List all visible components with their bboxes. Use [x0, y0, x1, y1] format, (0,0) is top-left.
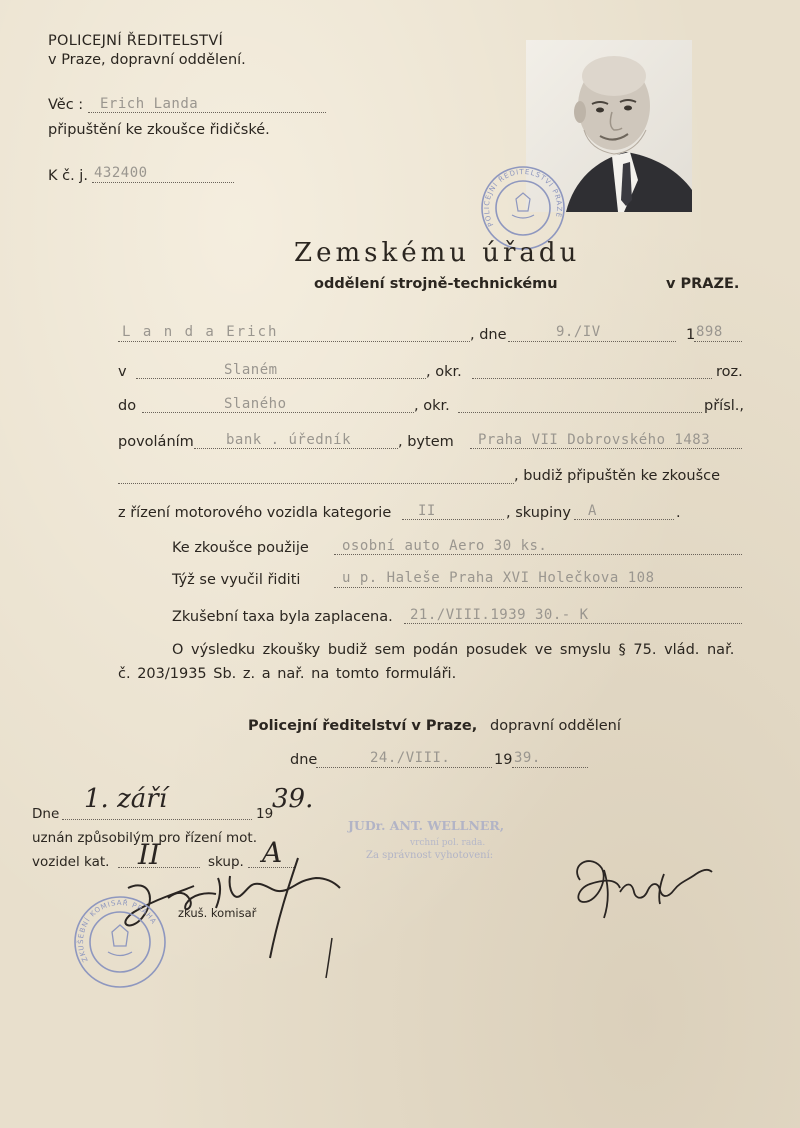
kategorie-value: II: [418, 503, 436, 519]
residence-line: [470, 448, 742, 449]
addressee-city: v PRAZE.: [666, 276, 740, 292]
addressee-subtitle: oddělení strojně-technickému: [314, 276, 558, 292]
office-dept: v Praze, dopravní oddělení.: [48, 52, 246, 68]
do-label: do: [118, 398, 137, 414]
skupiny-value: A: [588, 503, 597, 519]
trained-value: u p. Haleše Praha XVI Holečkova 108: [342, 570, 655, 586]
wellner-stamp-line2: vrchní pol. rada.: [410, 838, 486, 848]
prisl-label: přísl.,: [704, 398, 744, 414]
footer-year-value: 39.: [514, 750, 541, 766]
footer-office: Policejní ředitelství v Praze,: [248, 718, 478, 734]
vec-value: Erich Landa: [100, 96, 199, 112]
footer-dne-label: dne: [290, 752, 318, 768]
trained-line: [334, 587, 742, 588]
birthplace-value: Slaném: [224, 362, 278, 378]
skup-handwritten: A: [262, 836, 283, 869]
skupiny-label: , skupiny: [506, 505, 571, 521]
footer-office-dept: dopravní oddělení: [490, 718, 621, 734]
okr2-label: , okr.: [414, 398, 450, 414]
bytem-label: , bytem: [398, 434, 454, 450]
birth-date-value: 9./IV: [556, 324, 601, 340]
domicile-line: [142, 412, 414, 413]
exam-date-line: [62, 819, 252, 820]
vehicle-line: [334, 554, 742, 555]
name-line: [118, 341, 470, 342]
examiner-stamp: [70, 892, 170, 992]
exam-date-handwritten: 1. září: [84, 784, 168, 814]
kat-handwritten: II: [138, 838, 161, 871]
birth-year-line: [694, 341, 742, 342]
stamp-text: POLICEJNÍ ŘEDITELSTVÍ PRAZE: [482, 167, 564, 228]
addressee-title: Zemskému úřadu: [294, 238, 581, 268]
footer-year-line: [512, 767, 588, 768]
vehicle-value: osobní auto Aero 30 ks.: [342, 538, 548, 554]
okr-line: [472, 378, 712, 379]
footer-date-value: 24./VIII.: [370, 750, 451, 766]
exam-year-prefix: 19: [256, 806, 274, 822]
povolanim-label: povoláním: [118, 434, 194, 450]
vec-line: [88, 112, 326, 113]
wellner-stamp-line3: Za správnost vyhotovení:: [366, 850, 494, 861]
okr-label: , okr.: [426, 364, 462, 380]
residence-value: Praha VII Dobrovského 1483: [478, 432, 711, 448]
v-label: v: [118, 364, 127, 380]
occupation-value: bank . úředník: [226, 432, 352, 448]
pouzije-label: Ke zkoušce použije: [172, 540, 309, 556]
vycuil-label: Týž se vyučil řiditi: [172, 572, 301, 588]
period: .: [676, 505, 681, 521]
taxa-label: Zkušební taxa byla zaplacena.: [172, 609, 393, 625]
official-signature: [560, 840, 720, 930]
vec-label: Věc :: [48, 97, 84, 113]
budiz-label: , budiž připuštěn ke zkoušce: [514, 468, 721, 484]
result-text-line2: č. 203/1935 Sb. z. a nař. na tomto formuláři.: [118, 666, 457, 682]
skupiny-line: [574, 519, 674, 520]
vec-description: připuštění ke zkoušce řidičské.: [48, 122, 270, 138]
komisar-label: zkuš. komisař: [178, 906, 257, 920]
okr2-line: [458, 412, 702, 413]
birth-year-value: 898: [696, 324, 723, 340]
footer-year-prefix: 19: [494, 752, 513, 768]
result-text-line1: O výsledku zkoušky budiž sem podán posudek ve smyslu § 75. vlád. nař.: [172, 642, 735, 658]
birthplace-line: [136, 378, 426, 379]
name-value: L a n d a Erich: [122, 324, 279, 340]
exam-dne-label: Dne: [32, 806, 60, 822]
vozidel-label: vozidel kat.: [32, 854, 110, 870]
fee-value: 21./VIII.1939 30.- K: [410, 607, 589, 623]
examiner-stamp-text: ZKUŠEBNÍ KOMISAŘ PRAHA: [76, 898, 159, 964]
blank-line: [118, 483, 514, 484]
kcj-line: [92, 182, 234, 183]
kcj-label: K č. j.: [48, 168, 88, 184]
exam-year-handwritten: 39.: [272, 784, 314, 814]
fee-line: [404, 623, 742, 624]
office-name: POLICEJNÍ ŘEDITELSTVÍ: [48, 33, 224, 49]
wellner-stamp-line1: JUDr. ANT. WELLNER,: [348, 818, 505, 833]
roz-label: roz.: [716, 364, 743, 380]
kategorie-label: z řízení motorového vozidla kategorie: [118, 505, 392, 521]
occupation-line: [194, 448, 398, 449]
footer-date-line: [316, 767, 492, 768]
birth-date-line: [508, 341, 676, 342]
kategorie-line: [402, 519, 504, 520]
uznan-label: uznán způsobilým pro řízení mot.: [32, 830, 257, 846]
birth-year-prefix: 1: [686, 327, 696, 343]
dne-label: , dne: [470, 327, 507, 343]
kcj-value: 432400: [94, 165, 148, 181]
domicile-value: Slaného: [224, 396, 287, 412]
skup-label: skup.: [208, 854, 244, 870]
